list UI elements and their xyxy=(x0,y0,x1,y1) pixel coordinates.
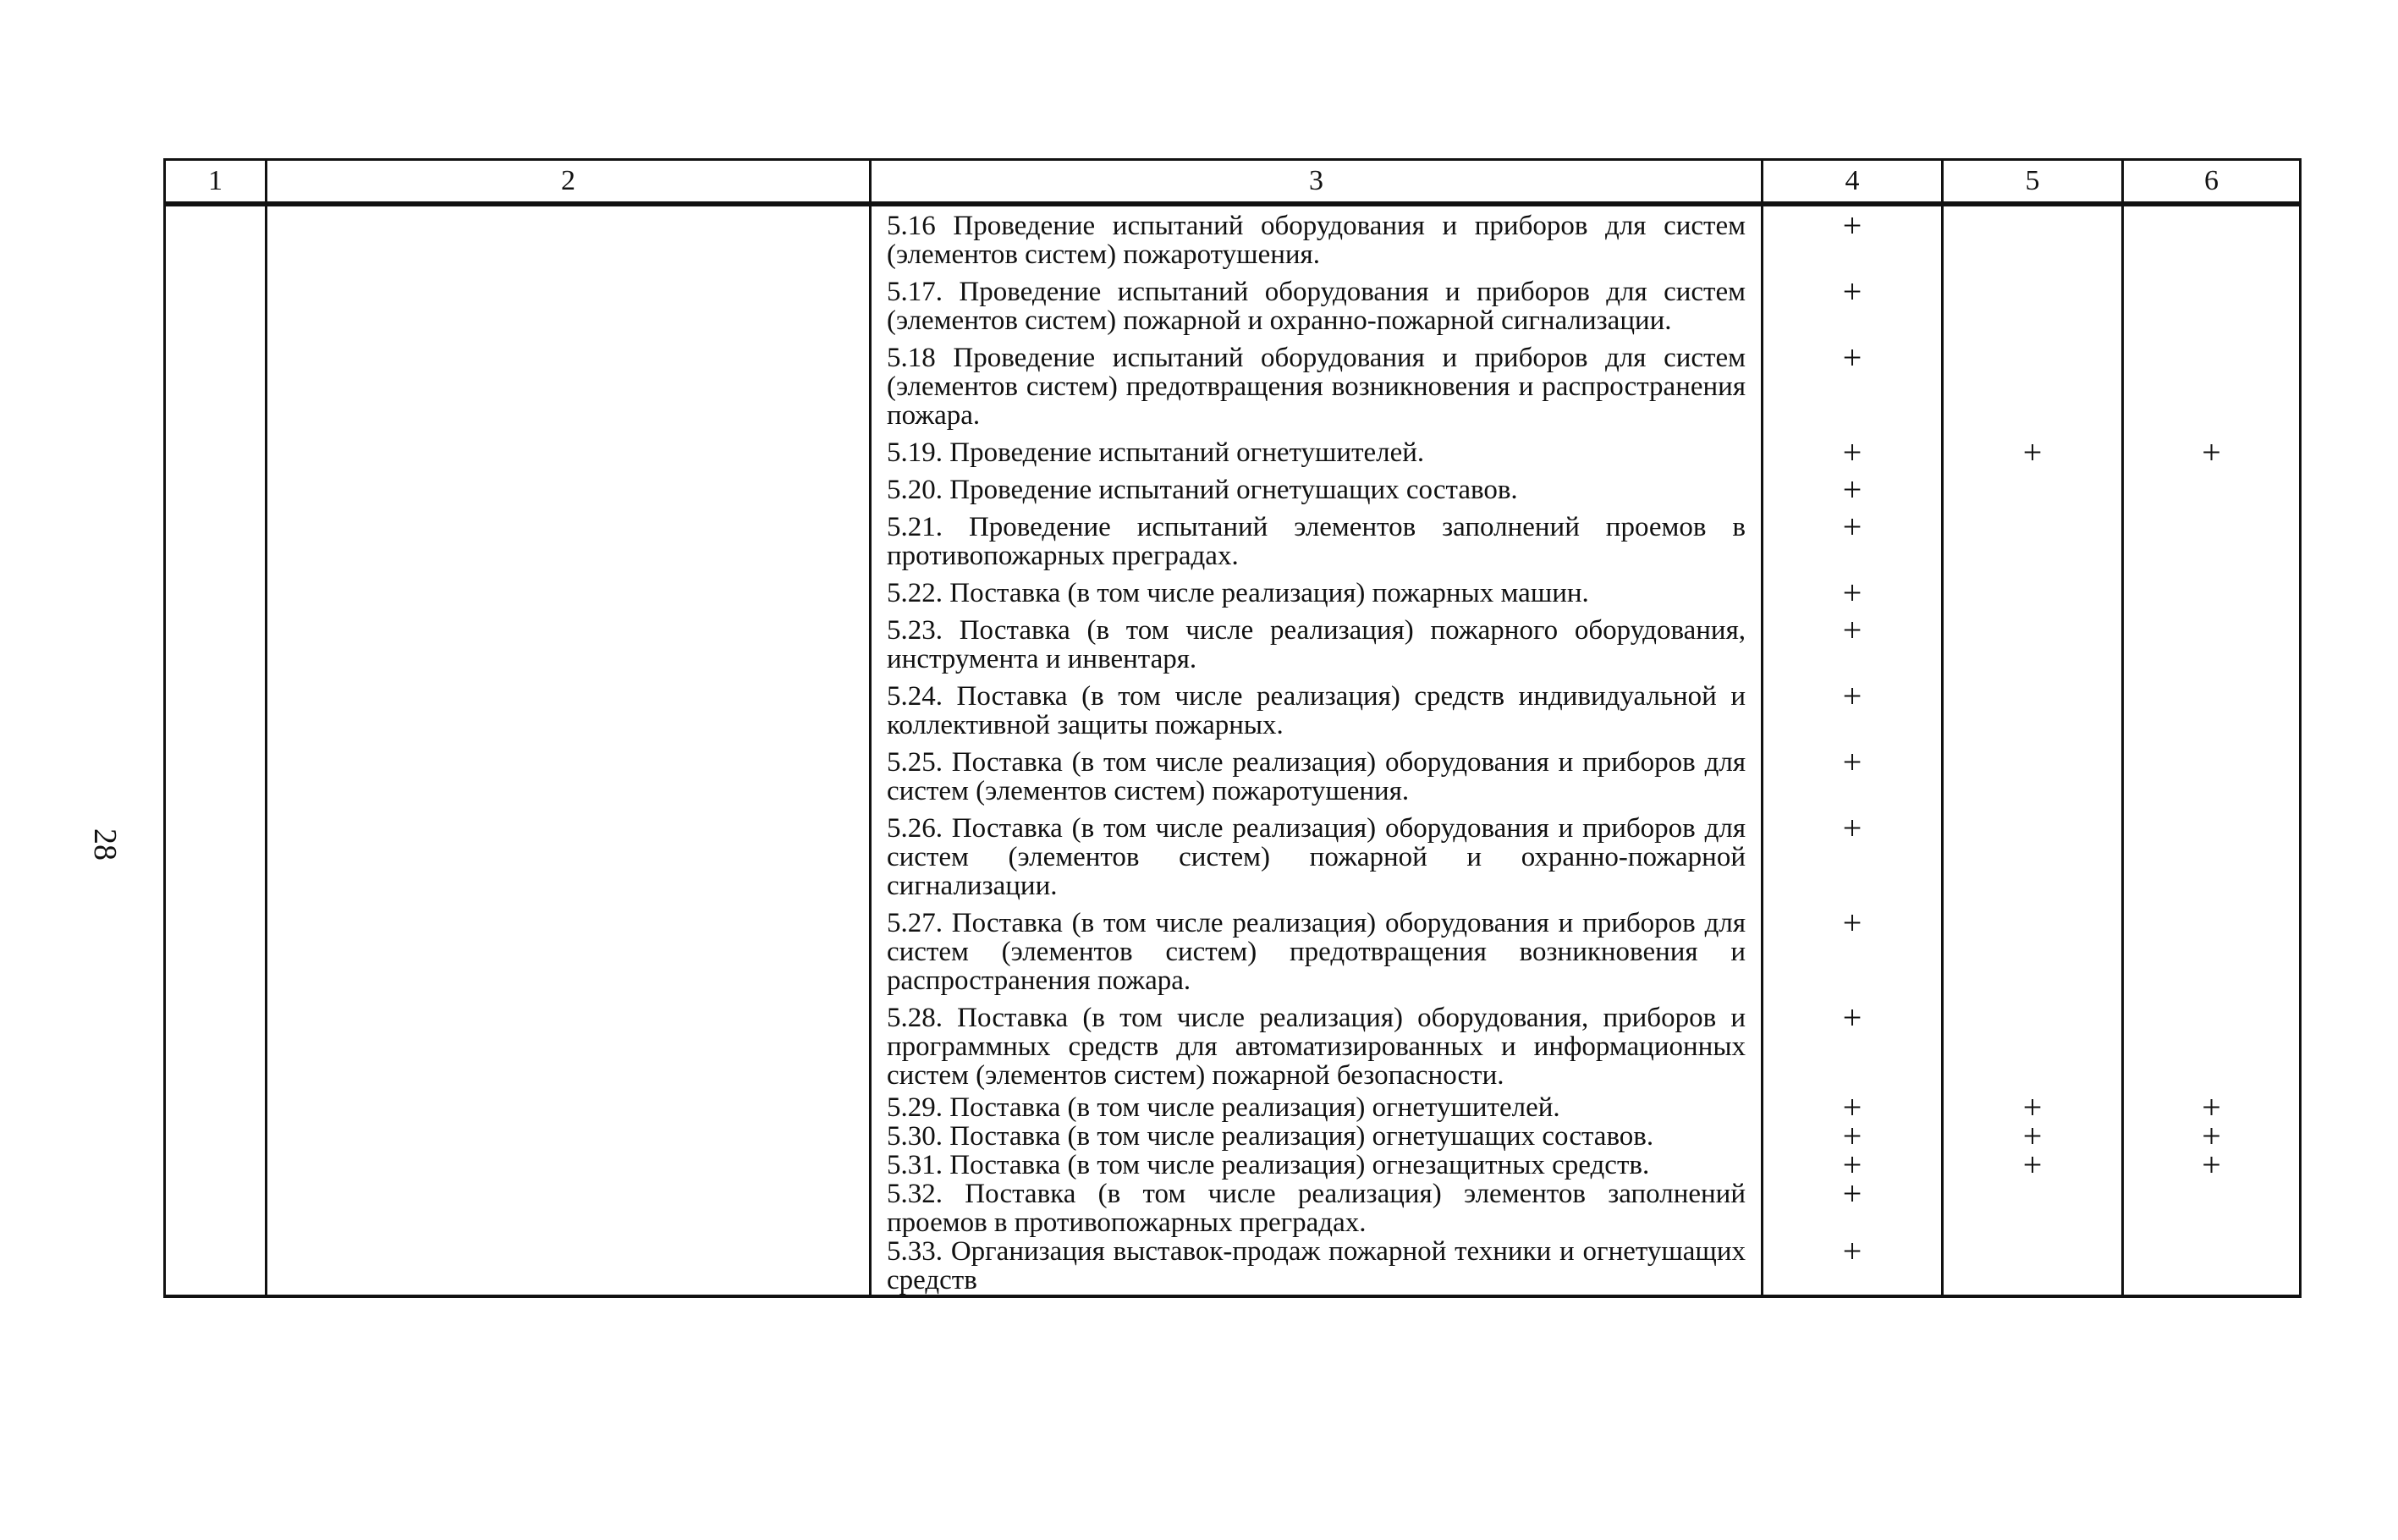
cell-column-1 xyxy=(165,611,267,677)
mark-c4: + xyxy=(1763,1237,1943,1296)
mark-c6 xyxy=(2123,677,2301,743)
table-row xyxy=(165,611,2301,677)
cell-column-1 xyxy=(165,1122,267,1151)
cell-column-1 xyxy=(165,1237,267,1296)
table-row xyxy=(165,433,2301,470)
cell-column-1 xyxy=(165,508,267,574)
cell-column-1 xyxy=(165,338,267,433)
mark-c6 xyxy=(2123,1180,2301,1237)
cell-column-2 xyxy=(267,272,871,338)
mark-c5: + xyxy=(1943,1151,2123,1180)
row-description: 5.21. Проведение испытаний элементов заполнений проемов в противопожарных преградах. xyxy=(871,508,1763,574)
mark-c4: + xyxy=(1763,904,1943,998)
mark-c5 xyxy=(1943,677,2123,743)
table-row xyxy=(165,677,2301,743)
mark-c4: + xyxy=(1763,1180,1943,1237)
row-description: 5.24. Поставка (в том числе реализация) средств индивидуальной и коллективной защиты пожарных. xyxy=(871,677,1763,743)
mark-c5 xyxy=(1943,338,2123,433)
mark-c5 xyxy=(1943,1237,2123,1296)
mark-c6 xyxy=(2123,809,2301,904)
mark-c4: + xyxy=(1763,272,1943,338)
cell-column-2 xyxy=(267,433,871,470)
document-table xyxy=(163,158,2302,1298)
mark-c5: + xyxy=(1943,1122,2123,1151)
column-header-3: 3 xyxy=(871,160,1763,205)
mark-c4: + xyxy=(1763,998,1943,1093)
mark-c4: + xyxy=(1763,338,1943,433)
table-row xyxy=(165,809,2301,904)
cell-column-2 xyxy=(267,904,871,998)
row-description: 5.20. Проведение испытаний огнетушащих составов. xyxy=(871,470,1763,508)
mark-c6: + xyxy=(2123,1122,2301,1151)
mark-c6 xyxy=(2123,508,2301,574)
table-row xyxy=(165,338,2301,433)
mark-c6 xyxy=(2123,338,2301,433)
row-description: 5.31. Поставка (в том числе реализация) огнезащитных средств. xyxy=(871,1151,1763,1180)
mark-c5 xyxy=(1943,470,2123,508)
row-description: 5.23. Поставка (в том числе реализация) пожарного оборудования, инструмента и инвентаря. xyxy=(871,611,1763,677)
cell-column-1 xyxy=(165,1093,267,1122)
row-description: 5.32. Поставка (в том числе реализация) элементов заполнений проемов в противопожарных преградах. xyxy=(871,1180,1763,1237)
mark-c5 xyxy=(1943,904,2123,998)
cell-column-1 xyxy=(165,1180,267,1237)
mark-c5 xyxy=(1943,809,2123,904)
mark-c6 xyxy=(2123,204,2301,272)
mark-c5: + xyxy=(1943,1093,2123,1122)
mark-c4: + xyxy=(1763,204,1943,272)
mark-c5 xyxy=(1943,743,2123,809)
table-row xyxy=(165,1180,2301,1237)
mark-c4: + xyxy=(1763,1122,1943,1151)
table-row xyxy=(165,470,2301,508)
table-row xyxy=(165,1237,2301,1296)
mark-c5 xyxy=(1943,998,2123,1093)
cell-column-1 xyxy=(165,743,267,809)
mark-c6 xyxy=(2123,998,2301,1093)
mark-c5: + xyxy=(1943,433,2123,470)
column-header-2: 2 xyxy=(267,160,871,205)
mark-c5 xyxy=(1943,1180,2123,1237)
cell-column-1 xyxy=(165,904,267,998)
row-description: 5.28. Поставка (в том числе реализация) оборудования, приборов и программных средств для автоматизированных и информационных систем (элементов систем) пожарной безопасности. xyxy=(871,998,1763,1093)
cell-column-2 xyxy=(267,508,871,574)
cell-column-1 xyxy=(165,1151,267,1180)
column-header-5: 5 xyxy=(1943,160,2123,205)
table-row xyxy=(165,1151,2301,1180)
cell-column-2 xyxy=(267,1122,871,1151)
cell-column-1 xyxy=(165,433,267,470)
cell-column-1 xyxy=(165,998,267,1093)
cell-column-2 xyxy=(267,998,871,1093)
mark-c5 xyxy=(1943,272,2123,338)
row-description: 5.17. Проведение испытаний оборудования и приборов для систем (элементов систем) пожарной и охранно-пожарной сигнализации. xyxy=(871,272,1763,338)
header-row xyxy=(165,160,2301,205)
mark-c5 xyxy=(1943,508,2123,574)
mark-c6 xyxy=(2123,904,2301,998)
mark-c4: + xyxy=(1763,1093,1943,1122)
mark-c5 xyxy=(1943,204,2123,272)
row-description: 5.16 Проведение испытаний оборудования и приборов для систем (элементов систем) пожаротушения. xyxy=(871,204,1763,272)
row-description: 5.30. Поставка (в том числе реализация) огнетушащих составов. xyxy=(871,1122,1763,1151)
column-header-6: 6 xyxy=(2123,160,2301,205)
cell-column-2 xyxy=(267,743,871,809)
table-row xyxy=(165,204,2301,272)
mark-c5 xyxy=(1943,574,2123,611)
mark-c4: + xyxy=(1763,743,1943,809)
mark-c6: + xyxy=(2123,1093,2301,1122)
mark-c5 xyxy=(1943,611,2123,677)
mark-c4: + xyxy=(1763,677,1943,743)
row-description: 5.26. Поставка (в том числе реализация) оборудования и приборов для систем (элементов систем) пожарной и охранно-пожарной сигнализации. xyxy=(871,809,1763,904)
cell-column-2 xyxy=(267,338,871,433)
table-row xyxy=(165,904,2301,998)
mark-c6 xyxy=(2123,470,2301,508)
mark-c6 xyxy=(2123,1237,2301,1296)
row-description: 5.27. Поставка (в том числе реализация) оборудования и приборов для систем (элементов систем) предотвращения возникновения и распространения пожара. xyxy=(871,904,1763,998)
page-number: 28 xyxy=(87,828,123,861)
cell-column-1 xyxy=(165,574,267,611)
mark-c4: + xyxy=(1763,470,1943,508)
cell-column-2 xyxy=(267,1180,871,1237)
cell-column-2 xyxy=(267,1237,871,1296)
row-description: 5.25. Поставка (в том числе реализация) оборудования и приборов для систем (элементов систем) пожаротушения. xyxy=(871,743,1763,809)
document-table-container xyxy=(163,158,2299,1298)
mark-c4: + xyxy=(1763,433,1943,470)
table-row xyxy=(165,272,2301,338)
cell-column-1 xyxy=(165,809,267,904)
row-description: 5.29. Поставка (в том числе реализация) огнетушителей. xyxy=(871,1093,1763,1122)
mark-c4: + xyxy=(1763,611,1943,677)
mark-c4: + xyxy=(1763,1151,1943,1180)
cell-column-2 xyxy=(267,204,871,272)
cell-column-2 xyxy=(267,677,871,743)
table-row xyxy=(165,998,2301,1093)
row-description: 5.18 Проведение испытаний оборудования и приборов для систем (элементов систем) предотвращения возникновения и распространения пожара. xyxy=(871,338,1763,433)
mark-c4: + xyxy=(1763,574,1943,611)
cell-column-2 xyxy=(267,1151,871,1180)
table-row xyxy=(165,574,2301,611)
row-description: 5.33. Организация выставок-продаж пожарной техники и огнетушащих средств xyxy=(871,1237,1763,1296)
cell-column-1 xyxy=(165,204,267,272)
column-header-4: 4 xyxy=(1763,160,1943,205)
mark-c4: + xyxy=(1763,508,1943,574)
row-description: 5.22. Поставка (в том числе реализация) пожарных машин. xyxy=(871,574,1763,611)
table-row xyxy=(165,1122,2301,1151)
row-description: 5.19. Проведение испытаний огнетушителей. xyxy=(871,433,1763,470)
mark-c6 xyxy=(2123,743,2301,809)
mark-c4: + xyxy=(1763,809,1943,904)
mark-c6 xyxy=(2123,574,2301,611)
table-body xyxy=(165,204,2301,1296)
mark-c6: + xyxy=(2123,433,2301,470)
cell-column-2 xyxy=(267,809,871,904)
cell-column-1 xyxy=(165,470,267,508)
table-row xyxy=(165,743,2301,809)
cell-column-2 xyxy=(267,574,871,611)
cell-column-1 xyxy=(165,272,267,338)
cell-column-2 xyxy=(267,1093,871,1122)
mark-c6: + xyxy=(2123,1151,2301,1180)
mark-c6 xyxy=(2123,272,2301,338)
cell-column-2 xyxy=(267,470,871,508)
table-row xyxy=(165,508,2301,574)
cell-column-1 xyxy=(165,677,267,743)
table-row xyxy=(165,1093,2301,1122)
mark-c6 xyxy=(2123,611,2301,677)
cell-column-2 xyxy=(267,611,871,677)
table-header xyxy=(165,160,2301,205)
column-header-1: 1 xyxy=(165,160,267,205)
